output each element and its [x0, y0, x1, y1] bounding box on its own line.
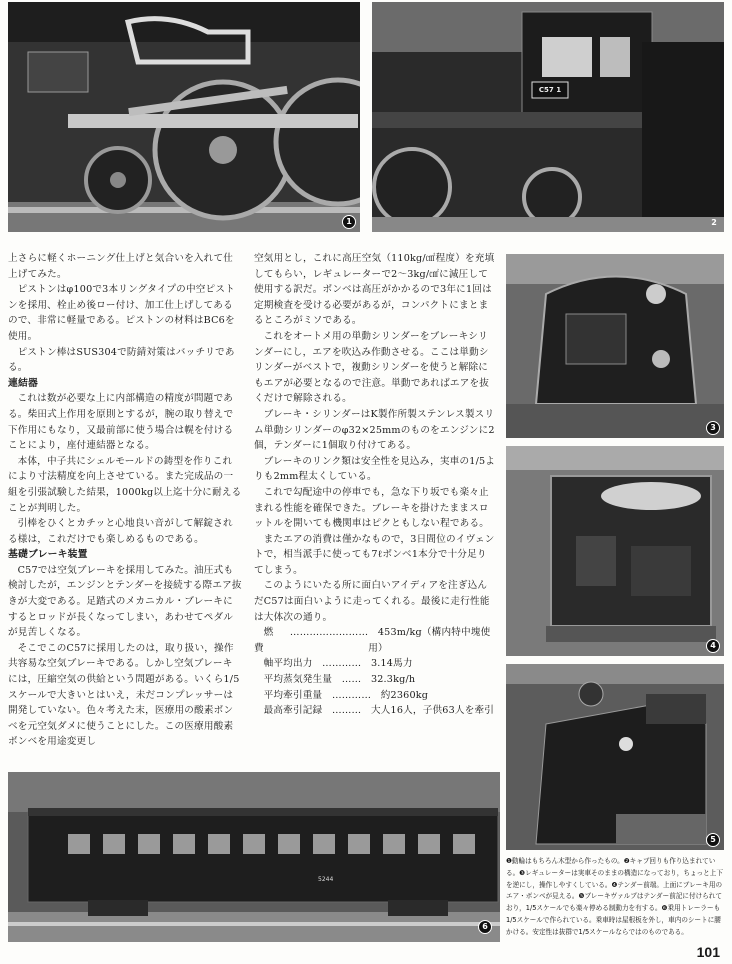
paragraph: ブレーキのリンク類は安全性を見込み，実車の1/5よりも2mm程太くしている。 — [254, 455, 496, 483]
paragraph: これは数が必要な上に内部構造の精度が問題である。柴田式上作用を原則とするが，腕の取り替えで下作用にもなり，又最前部に使う場合は幌を付けることにより，座付連結器となる。 — [8, 393, 234, 452]
section-heading: 基礎ブレーキ装置 — [8, 549, 88, 561]
photo-regulator — [506, 254, 724, 438]
photo-tender-front — [506, 446, 724, 656]
spec-dots: ………… — [322, 658, 362, 670]
spec-label: 軸平均出力 — [263, 658, 313, 670]
paragraph: 空気用とし，これに高圧空気（110kg/㎠程度）を充填してもらい，レギュレーターで2〜3kg/㎠に減圧して使用する訳だ。ボンベは高圧がかかるので3年に1回は定期検査を受ける必要があるが，コンパクトにまとまるところがミソである。 — [254, 253, 495, 327]
spec-dots: ……… — [331, 705, 362, 717]
article-column-1 — [8, 251, 242, 750]
photo-number-badge: 6 — [478, 920, 492, 934]
photo-number-badge: 2 — [711, 218, 717, 227]
photo-number-badge: 5 — [706, 833, 720, 847]
spec-row — [254, 688, 496, 704]
article-column-2 — [254, 251, 496, 719]
photo-number-badge: 1 — [342, 215, 356, 229]
spec-row — [254, 672, 496, 688]
paragraph: ブレーキ・シリンダーはK製作所製ステンレス製スリム単動シリンダーのφ32×25mmのものをエンジンに2個，テンダーに1個取り付けてある。 — [254, 408, 495, 452]
loco-number-plate: C57 1 — [538, 86, 562, 94]
spec-row — [254, 625, 496, 656]
spec-value: 32.3kg/h — [370, 674, 416, 686]
paragraph: このようにいたる所に面白いアイディアを注ぎ込んだC57は面白いように走ってくれる。最後に走行性能は大体次の通り。 — [254, 580, 490, 623]
photo-number-badge: 4 — [706, 639, 720, 653]
paragraph: またエアの消費は僅かなもので，3日間位のイヴェントで，相当派手に使っても7ℓボンベ1本分で十分足りてしまう。 — [254, 533, 495, 576]
spec-label: 平均蒸気発生量 — [263, 674, 333, 686]
photo-passenger-trailer — [8, 772, 500, 942]
photo-brake-valve — [506, 664, 724, 850]
spec-value: 453m/kg（構内特中塊使用） — [368, 627, 491, 654]
spec-value: 約2360kg — [380, 689, 429, 701]
spec-dots: …… — [341, 674, 362, 686]
section-heading: 連結器 — [8, 377, 38, 389]
photo-caption: ❶動輪はもちろん木型から作ったもの。❷キャブ回りも作り込まれている。❸レギュレーターは実車そのままの構造になっており，ちょっと上下を逆にし，操作しやすくしている。❹テンダー前端。上面にブレーキ用のエア・ボンベが見える。❺ブレーキヴァルブはテンダー前記に付けられており，1/5スケールでも楽々停める制動力を有する。❻乗用トレーラーも1/5スケールで作られている。乗車時は屋根板を外し，車内のシートに腰かける。安定性は抜群で1/5スケールならではのものである。 — [506, 857, 723, 936]
performance-spec-list — [254, 625, 496, 719]
spec-value: 大人16人，子供63人を牽引 — [370, 705, 495, 717]
paragraph: これをオートメ用の単動シリンダーをブレーキシリンダーにし，エアを吹込み作動させる。ここは単動シリンダーがベストで，複動シリンダーを使うと解除にもエアが必要となるので注意。単動であればエアを抜くだけで解除される。 — [254, 330, 490, 405]
spec-row — [254, 656, 496, 672]
spec-label: 最高牽引記録 — [263, 705, 323, 717]
paragraph: 本体，中子共にシェルモールドの鋳型を作りこれにより寸法精度を向上させている。また完成品の一組を引張試験した結果，1000kg以上迄十分に耐えることが判明した。 — [8, 455, 242, 514]
spec-value: 3.14馬力 — [370, 658, 413, 670]
spec-label: 燃費 — [254, 627, 274, 654]
spec-dots: ………… — [331, 689, 372, 701]
photo-driving-wheels — [8, 2, 360, 232]
photo-cab — [372, 2, 724, 232]
paragraph: ピストン棒はSUS304で防錆対策はバッチリである。 — [8, 346, 235, 374]
paragraph: そこでこのC57に採用したのは，取り扱い，操作共容易な空気ブレーキである。しかし空気ブレーキには，圧縮空気の供給という問題がある。いくら1/5スケールで大きいとはいえ，未だコンプレッサーは開発していない。色々考えた末，医療用の酸素ボンベを元空気ダメに使うことにした。この医療用酸素ボンベを用途変更し — [8, 642, 240, 748]
paragraph: C57では空気ブレーキを採用してみた。油圧式も検討したが，エンジンとテンダーを接続する際エア抜きが大変である。足踏式のメカニカル・ブレーキにするとロッドが長くなってしまい，あわせてペダルが見苦しくなる。 — [8, 564, 242, 639]
car-number: 5244 — [318, 876, 334, 883]
paragraph: ピストンはφ100で3本リングタイプの中空ピストンを採用、栓止め後ロー付け、加工仕上げしてあるので、非常に軽量である。ピストンの材料はBC6を使用。 — [8, 284, 235, 342]
photo-number-badge: 3 — [706, 421, 720, 435]
spec-dots: …………………… — [289, 627, 369, 639]
paragraph: 引棒をひくとカチッと心地良い音がして解錠される様は，これだけでも楽しめるものである。 — [8, 518, 233, 545]
spec-label: 平均牽引重量 — [263, 689, 323, 701]
paragraph: 上さらに軽くホーニング仕上げと気合いを入れて仕上げてみた。 — [8, 253, 234, 280]
spec-row — [254, 703, 496, 719]
paragraph: これで勾配途中の停車でも，急な下り坂でも楽々止まれる性能を確保できた。ブレーキを掛けたままスロットルを開いても機関車はピクともしない程である。 — [254, 486, 490, 530]
page-number: 101 — [696, 944, 720, 960]
